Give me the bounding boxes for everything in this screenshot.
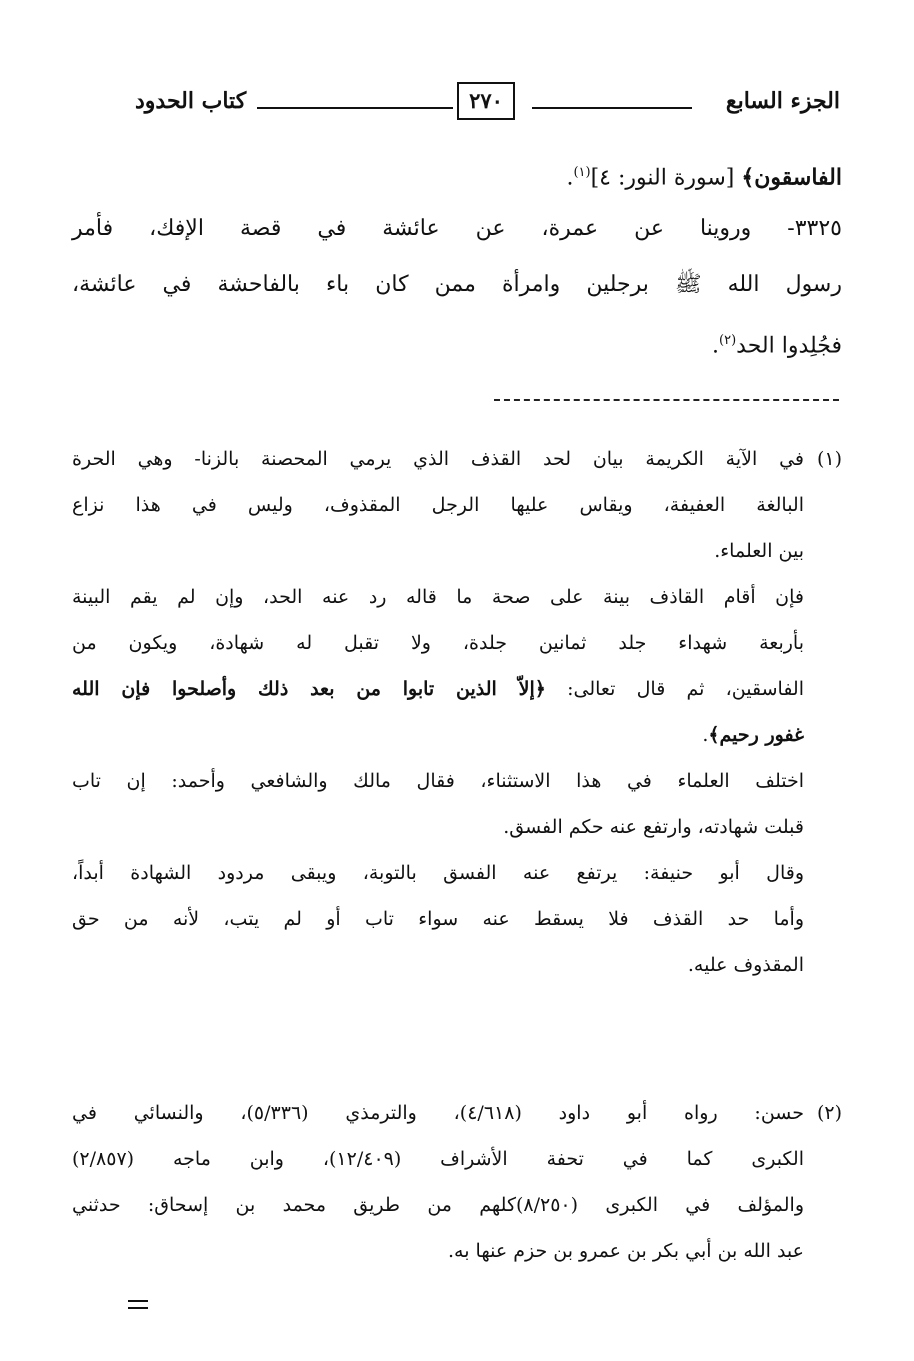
footnote-line: البالغة العفيفة، ويقاس عليها الرجل المقذوف، وليس في هذا نزاع <box>72 494 804 516</box>
hadith-line: رسول الله ﷺ برجلين وامرأة ممن كان باء بالفاحشة في عائشة، <box>72 272 842 297</box>
quran-word: الفاسقون﴾ <box>741 164 842 191</box>
footnote-1 <box>72 436 842 988</box>
footnote-line: بين العلماء. <box>714 540 804 562</box>
hadith-line: ٣٣٢٥- وروينا عن عمرة، عن عائشة في قصة الإفك، فأمر <box>72 216 842 241</box>
volume-label: الجزء السابع <box>725 88 840 114</box>
header-rule <box>532 107 692 109</box>
footnote-line: الفاسقين، ثم قال تعالى: ﴿إلاّ الذين تابوا من بعد ذلك وأصلحوا فإن الله <box>72 678 804 700</box>
quran-verse: غفور رحيم﴾ <box>708 724 804 746</box>
footnote-line: فإن أقام القاذف بينة على صحة ما قاله رد عنه الحد، وإن لم يقم البينة <box>72 586 804 608</box>
footnote-line: الكبرى كما في تحفة الأشراف (١٢/٤٠٩)، وابن ماجه (٢/٨٥٧) <box>72 1148 804 1170</box>
main-text <box>72 145 842 369</box>
footnote-line: عبد الله بن أبي بكر بن عمرو بن حزم عنها به. <box>447 1240 804 1262</box>
footnote-line: (٢) حسن: رواه أبو داود (٤/٦١٨)، والترمذي (٥/٣٣٦)، والنسائي في <box>72 1090 842 1136</box>
footnote-line: (١) في الآية الكريمة بيان لحد القذف الذي يرمي المحصنة بالزنا- وهي الحرة <box>72 436 842 482</box>
footnote-line: اختلف العلماء في هذا الاستثناء، فقال مالك والشافعي وأحمد: إن تاب <box>72 770 804 792</box>
main-line: الفاسقون﴾ [سورة النور: ٤]$^{(١)}$. <box>566 164 842 191</box>
quran-verse: ﴿إلاّ الذين تابوا من بعد ذلك وأصلحوا فإن الله <box>72 678 546 700</box>
footnote-2 <box>72 1090 842 1274</box>
end-mark <box>128 1300 148 1314</box>
footnote-line: المقذوف عليه. <box>687 954 804 976</box>
footnote-line: والمؤلف في الكبرى (٨/٢٥٠)كلهم من طريق محمد بن إسحاق: حدثني <box>72 1194 804 1216</box>
footnote-ref: (١) <box>573 165 591 180</box>
footnote-line: وقال أبو حنيفة: يرتفع عنه الفسق بالتوبة، ويبقى مردود الشهادة أبداً، <box>72 862 804 884</box>
footnote-line: بأربعة شهداء جلد ثمانين جلدة، ولا تقبل له شهادة، ويكون من <box>72 632 804 654</box>
footnote-number: (٢) <box>816 1102 842 1124</box>
book-title: كتاب الحدود <box>135 88 247 114</box>
header-rule <box>257 107 453 109</box>
footnote-line: غفور رحيم﴾. <box>702 724 804 746</box>
page-number: ٢٧٠ <box>457 82 515 120</box>
footnote-ref: (٢) <box>719 333 737 348</box>
footnote-line: وأما حد القذف فلا يسقط عنه سواء تاب أو لم يتب، لأنه من حق <box>72 908 804 930</box>
footnote-separator <box>494 399 839 401</box>
running-header <box>135 82 840 126</box>
footnote-line: قبلت شهادته، وارتفع عنه حكم الفسق. <box>503 816 804 838</box>
hadith-line: فجُلِدوا الحد$^{(٢)}$. <box>712 333 842 359</box>
footnote-number: (١) <box>816 448 842 470</box>
